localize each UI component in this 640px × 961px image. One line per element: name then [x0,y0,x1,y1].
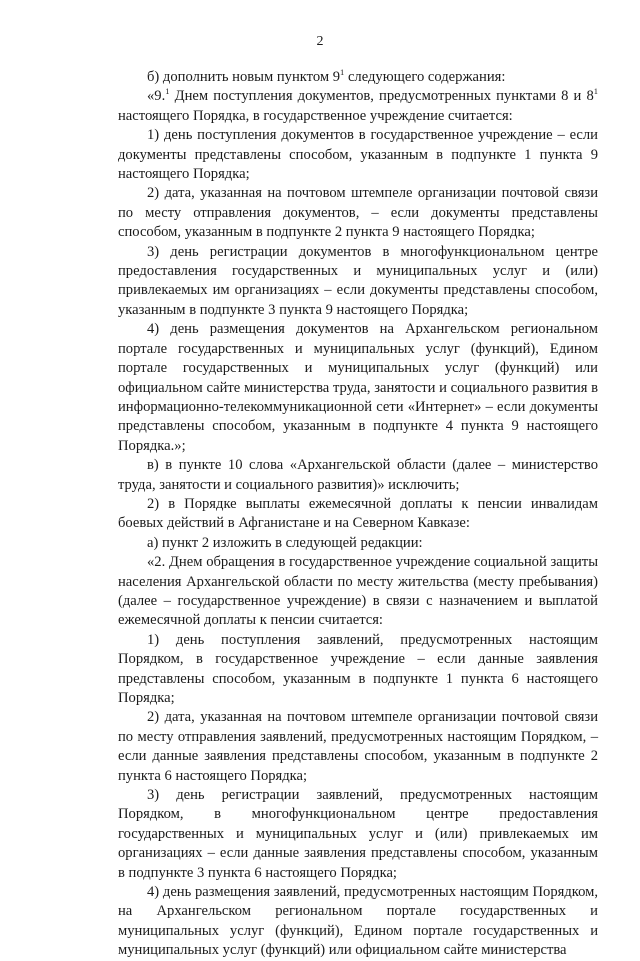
paragraph-item-2-new-wording: «2. Днем обращения в государственное учреждение социальной защиты населения Архангельской области по месту жительства (месту пребывания) (далее – государственное учреждение) в связи с назначением и выплатой ежемесячной доплаты к пенсии считается: [118,554,598,629]
paragraph-subitem-4-documents: 4) день размещения документов на Архангельском региональном портале государственных и муниципальных услуг (функций), Едином портале государственных и муниципальных услуг (функций) или официальном сайте министерства труда, занятости и социального развития в информационно-телекоммуникационной сети «Интернет» – если документы представлены способом, указанным в подпункте 4 пункта 9 настоящего Порядка.»; [118,321,598,454]
paragraph-subitem-2-documents: 2) дата, указанная на почтовом штемпеле организации почтовой связи по месту отправления документов, – если документы представлены способом, указанным в подпункте 2 пункта 9 настоящего Порядка; [118,185,598,241]
paragraph-2-afghanistan-order: 2) в Порядке выплаты ежемесячной доплаты к пенсии инвалидам боевых действий в Афганистане и на Северном Кавказе: [118,495,598,532]
paragraph-subitem-1-applications: 1) день поступления заявлений, предусмотренных настоящим Порядком, в государственное учреждение – если данные заявления представлены способом, указанным в подпункте 1 пункта 6 настоящего Порядка; [118,631,598,706]
page-number: 2 [316,34,324,49]
paragraph-subitem-1-documents: 1) день поступления документов в государственное учреждение – если документы представлены способом, указанным в подпункте 1 пункта 9 настоящего Порядка; [118,127,598,183]
paragraph-v-item-10: в) в пункте 10 слова «Архангельской области (далее – министерство труда, занятости и социального развития)» исключить; [118,457,598,493]
paragraph-a-item-2: а) пункт 2 изложить в следующей редакции: [147,534,423,551]
paragraph-b-add-item: б) дополнить новым пунктом $9^1$ следующего содержания: [147,67,506,85]
paragraph-subitem-3-documents: 3) день регистрации документов в многофункциональном центре предоставления государственных и муниципальных услуг и (или) привлекаемых им организациях – если документы представлены способом, указанным в подпункте 3 пункта 9 настоящего Порядка; [118,243,598,318]
paragraph-subitem-4-applications: 4) день размещения заявлений, предусмотренных настоящим Порядком, на Архангельском региональном портале государственных и муниципальных услуг (функций), Едином портале государственных и муниципальных услуг (функций) или официальном сайте министерства [118,884,598,959]
paragraph-item-9-1: «9.$^1$ Днем поступления документов, предусмотренных пунктами 8 и $8^1$ настоящего Порядка, в государственное учреждение считается: [118,86,598,124]
paragraph-subitem-3-applications: 3) день регистрации заявлений, предусмотренных настоящим Порядком, в многофункциональном центре предоставления государственных и муниципальных услуг и (или) привлекаемых им организациях – если данные заявления представлены способом, указанным в подпункте 3 пункта 6 настоящего Порядка; [118,787,598,881]
document-body [118,68,598,961]
paragraph-subitem-2-applications: 2) дата, указанная на почтовом штемпеле организации почтовой связи по месту отправления заявлений, предусмотренных настоящим Порядком, – если данные заявления представлены способом, указанным в подпункте 2 пункта 6 настоящего Порядка; [118,709,598,784]
